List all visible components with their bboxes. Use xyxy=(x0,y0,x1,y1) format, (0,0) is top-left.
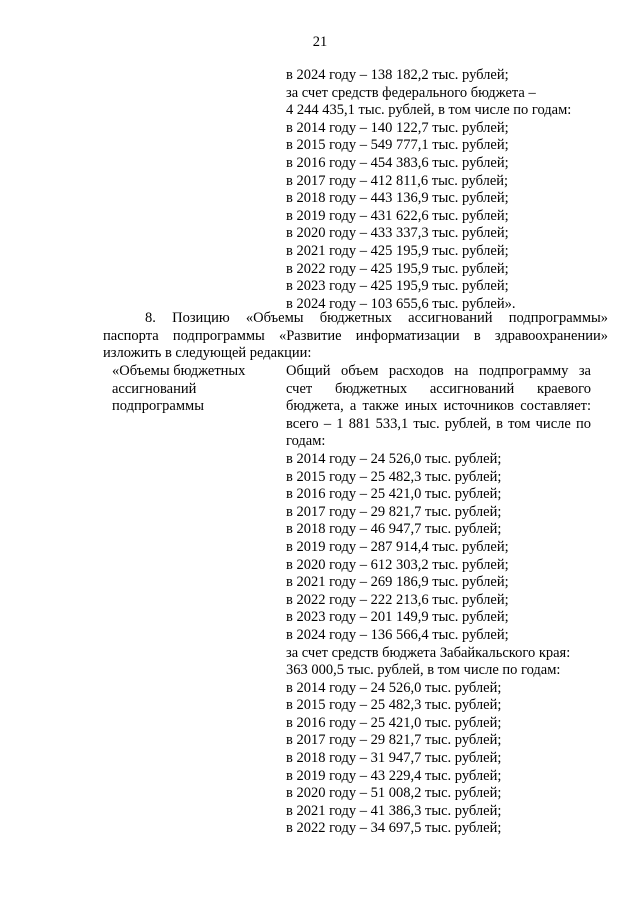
content-line: в 2024 году – 136 566,4 тыс. рублей; xyxy=(286,626,509,643)
position-label xyxy=(112,363,272,416)
text-line: в 2017 году – 412 811,6 тыс. рублей; xyxy=(286,172,509,189)
content-line: годам: xyxy=(286,433,326,450)
content-line: в 2018 году – 46 947,7 тыс. рублей; xyxy=(286,521,502,538)
content-line: Общий объем расходов на подпрограмму за xyxy=(286,363,591,379)
text-line: в 2022 году – 425 195,9 тыс. рублей; xyxy=(286,260,509,277)
content-line: в 2023 году – 201 149,9 тыс. рублей; xyxy=(286,609,509,626)
content-line: за счет средств бюджета Забайкальского края: xyxy=(286,644,571,661)
position-content xyxy=(286,363,591,838)
text-line: 4 244 435,1 тыс. рублей, в том числе по годам: xyxy=(286,102,572,119)
text-line: в 2024 году – 138 182,2 тыс. рублей; xyxy=(286,67,509,83)
text-line: в 2024 году – 103 655,6 тыс. рублей». xyxy=(286,295,516,312)
content-line: в 2020 году – 51 008,2 тыс. рублей; xyxy=(286,785,502,802)
paragraph-line: 8. Позицию «Объемы бюджетных ассигнований подпрограммы» xyxy=(145,310,608,326)
federal-budget-breakdown xyxy=(286,67,571,313)
content-line: в 2016 году – 25 421,0 тыс. рублей; xyxy=(286,486,502,503)
text-line: в 2018 году – 443 136,9 тыс. рублей; xyxy=(286,190,509,207)
content-line: в 2017 году – 29 821,7 тыс. рублей; xyxy=(286,503,502,520)
content-line: в 2014 году – 24 526,0 тыс. рублей; xyxy=(286,450,502,467)
position-label-line: ассигнований xyxy=(112,380,197,397)
content-line: в 2017 году – 29 821,7 тыс. рублей; xyxy=(286,732,502,749)
position-label-line: «Объемы бюджетных xyxy=(112,363,246,379)
text-line: в 2014 году – 140 122,7 тыс. рублей; xyxy=(286,119,509,136)
text-line: в 2019 году – 431 622,6 тыс. рублей; xyxy=(286,207,509,224)
content-line: в 2014 году – 24 526,0 тыс. рублей; xyxy=(286,679,502,696)
text-line: за счет средств федерального бюджета – xyxy=(286,84,536,101)
paragraph-8 xyxy=(103,310,608,363)
text-line: в 2015 году – 549 777,1 тыс. рублей; xyxy=(286,137,509,154)
content-line: в 2021 году – 41 386,3 тыс. рублей; xyxy=(286,802,502,819)
content-line: счет бюджетных ассигнований краевого xyxy=(286,380,591,397)
content-line: в 2022 году – 34 697,5 тыс. рублей; xyxy=(286,820,502,837)
position-label-line: подпрограммы xyxy=(112,398,204,415)
paragraph-line: паспорта подпрограммы «Развитие информатизации в здравоохранении» xyxy=(103,327,608,344)
content-line: 363 000,5 тыс. рублей, в том числе по годам: xyxy=(286,662,561,679)
text-line: в 2023 году – 425 195,9 тыс. рублей; xyxy=(286,278,509,295)
content-line: бюджета, а также иных источников составляет: xyxy=(286,398,591,415)
content-line: в 2015 году – 25 482,3 тыс. рублей; xyxy=(286,468,502,485)
content-line: в 2019 году – 43 229,4 тыс. рублей; xyxy=(286,767,502,784)
text-line: в 2021 году – 425 195,9 тыс. рублей; xyxy=(286,242,509,259)
content-line: в 2018 году – 31 947,7 тыс. рублей; xyxy=(286,750,502,767)
content-line: всего – 1 881 533,1 тыс. рублей, в том числе по xyxy=(286,415,591,432)
content-line: в 2015 году – 25 482,3 тыс. рублей; xyxy=(286,697,502,714)
content-line: в 2019 году – 287 914,4 тыс. рублей; xyxy=(286,538,509,555)
content-line: в 2016 году – 25 421,0 тыс. рублей; xyxy=(286,714,502,731)
content-line: в 2020 году – 612 303,2 тыс. рублей; xyxy=(286,556,509,573)
page-number: 21 xyxy=(312,34,328,50)
text-line: в 2020 году – 433 337,3 тыс. рублей; xyxy=(286,225,509,242)
paragraph-line: изложить в следующей редакции: xyxy=(103,345,312,362)
content-line: в 2021 году – 269 186,9 тыс. рублей; xyxy=(286,574,509,591)
content-line: в 2022 году – 222 213,6 тыс. рублей; xyxy=(286,591,509,608)
text-line: в 2016 году – 454 383,6 тыс. рублей; xyxy=(286,154,509,171)
